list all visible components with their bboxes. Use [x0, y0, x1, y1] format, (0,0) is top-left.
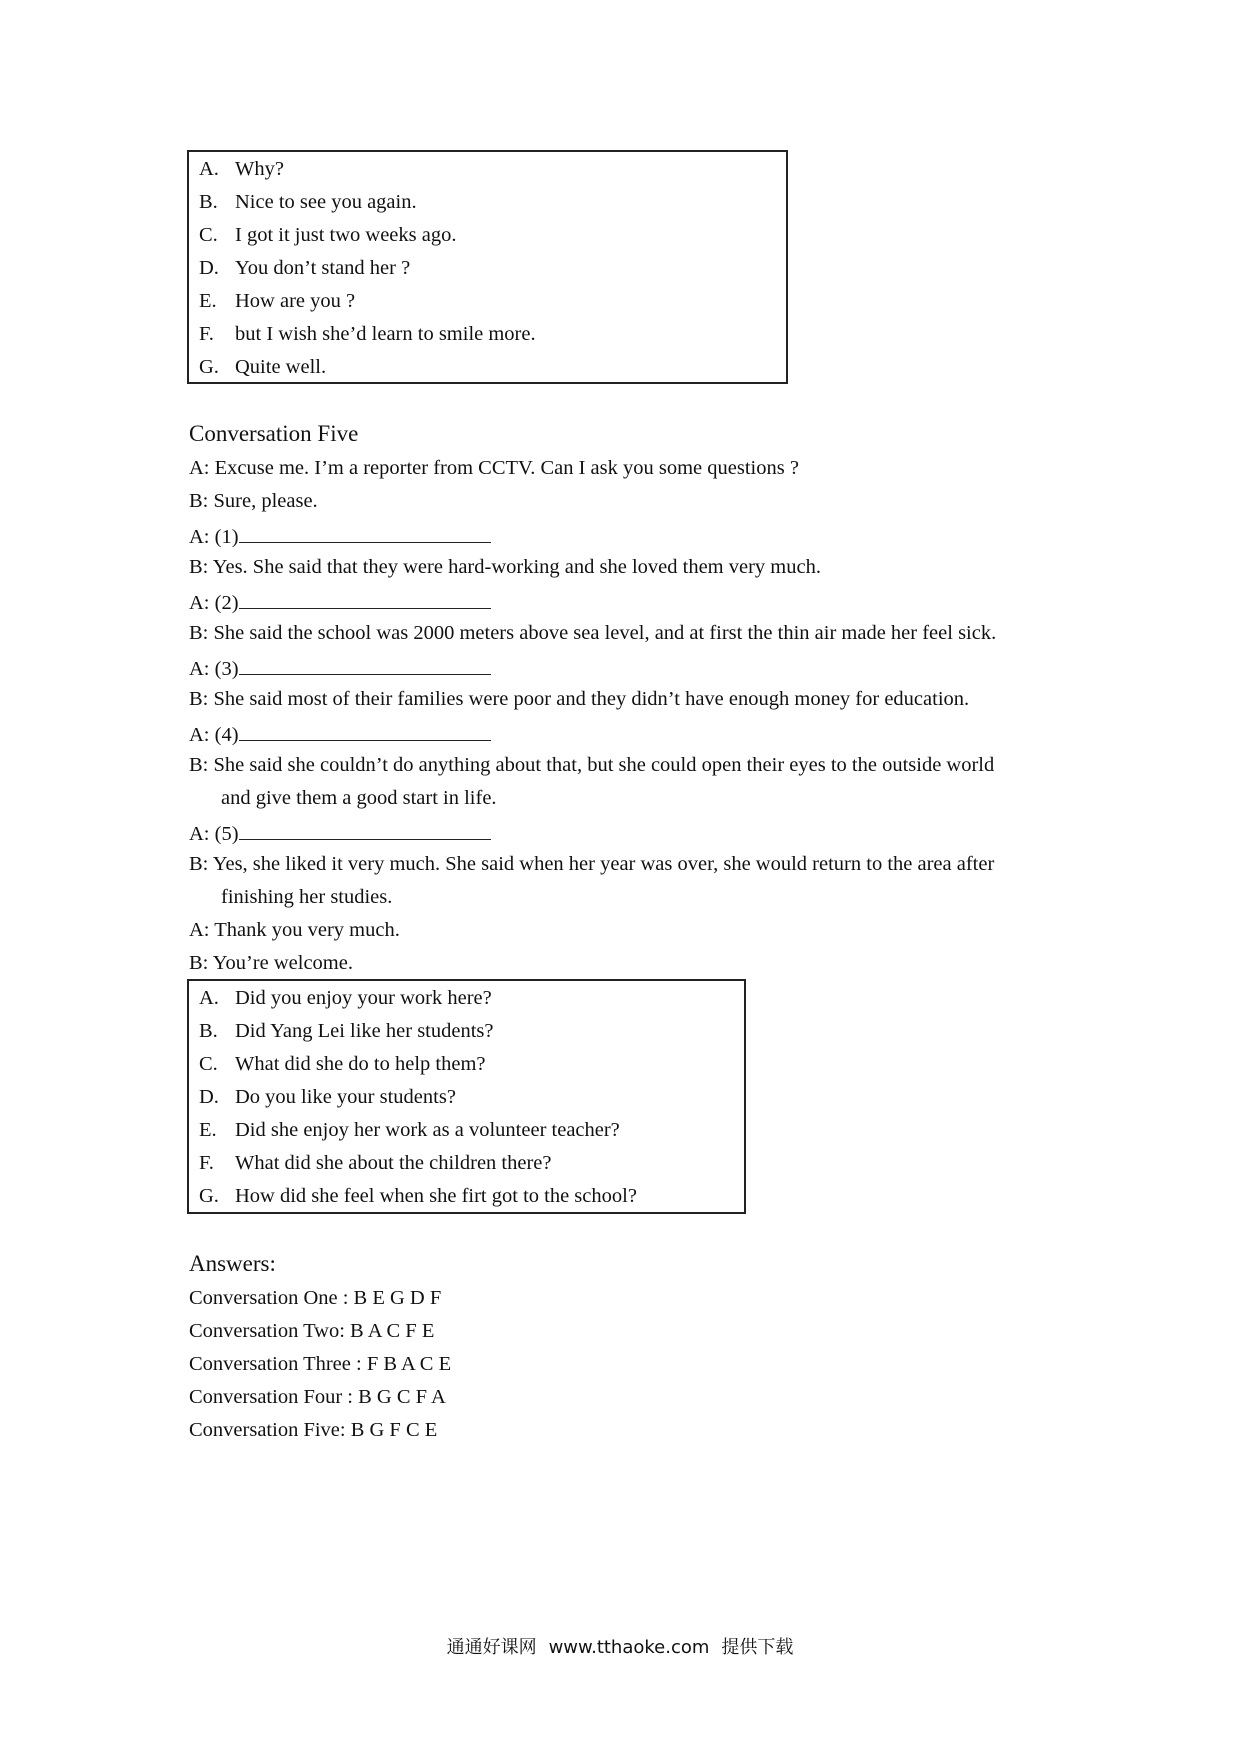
dialogue-line: B: She said most of their families were poor and they didn’t have enough money for education. [189, 688, 970, 710]
dialogue-line: B: Yes. She said that they were hard-working and she loved them very much. [189, 556, 821, 578]
dialogue-line: B: Sure, please. [189, 490, 318, 512]
dialogue-blank-line [189, 654, 491, 681]
option-f [199, 322, 536, 346]
option-g [199, 1184, 637, 1208]
conversation-five-title: Conversation Five [189, 421, 359, 446]
option-text: Nice to see you again. [235, 191, 417, 213]
dialogue-line: A: Excuse me. I’m a reporter from CCTV. Can I ask you some questions ? [189, 457, 799, 479]
dialogue-line-continuation: finishing her studies. [221, 886, 393, 908]
option-e [199, 1118, 620, 1142]
answer-line: Conversation Five: B G F C E [189, 1419, 438, 1441]
option-text: but I wish she’d learn to smile more. [235, 323, 536, 345]
option-letter: A. [199, 987, 219, 1009]
option-letter: F. [199, 323, 214, 345]
option-letter: B. [199, 191, 218, 213]
option-letter: C. [199, 1053, 218, 1075]
option-c [199, 1052, 486, 1076]
option-text: Did Yang Lei like her students? [235, 1020, 494, 1042]
option-letter: E. [199, 290, 217, 312]
answer-blank-5 [239, 819, 491, 840]
dialogue-blank-line [189, 588, 491, 615]
dialogue-blank-line [189, 720, 491, 747]
option-text: Did she enjoy her work as a volunteer teacher? [235, 1119, 620, 1141]
option-c [199, 223, 457, 247]
answer-blank-3 [239, 654, 491, 675]
answer-line: Conversation Two: B A C F E [189, 1320, 435, 1342]
dialogue-line: B: You’re welcome. [189, 952, 353, 974]
option-text: Do you like your students? [235, 1086, 456, 1108]
option-text: What did she do to help them? [235, 1053, 486, 1075]
blank-label: A: (2) [189, 592, 239, 614]
option-text: Why? [235, 158, 284, 180]
option-text: Quite well. [235, 356, 327, 378]
blank-label: A: (4) [189, 724, 239, 746]
option-letter: E. [199, 1119, 217, 1141]
blank-label: A: (3) [189, 658, 239, 680]
option-e [199, 289, 355, 313]
answer-blank-2 [239, 588, 491, 609]
dialogue-line: B: She said the school was 2000 meters above sea level, and at first the thin air made her feel sick. [189, 622, 997, 644]
answer-line: Conversation Three : F B A C E [189, 1353, 452, 1375]
option-d [199, 1085, 456, 1109]
option-text: Did you enjoy your work here? [235, 987, 492, 1009]
option-b [199, 190, 417, 214]
option-letter: F. [199, 1152, 214, 1174]
option-g [199, 355, 326, 379]
blank-label: A: (1) [189, 526, 239, 548]
answer-line: Conversation Four : B G C F A [189, 1386, 446, 1408]
answer-line: Conversation One : B E G D F [189, 1287, 442, 1309]
option-letter: C. [199, 224, 218, 246]
option-text: How did she feel when she firt got to the school? [235, 1185, 637, 1207]
footer-suffix: 提供下载 [721, 1637, 794, 1658]
dialogue-line: B: She said she couldn’t do anything about that, but she could open their eyes to the outside world [189, 754, 995, 776]
blank-label: A: (5) [189, 823, 239, 845]
option-text: You don’t stand her ? [235, 257, 411, 279]
footer-site-name: 通通好课网 [446, 1637, 537, 1658]
footer-url[interactable]: www.tthaoke.com [548, 1637, 710, 1658]
dialogue-blank-line [189, 819, 491, 846]
option-text: What did she about the children there? [235, 1152, 552, 1174]
dialogue-blank-line [189, 522, 491, 549]
answers-title: Answers: [189, 1251, 276, 1276]
option-a [199, 157, 284, 181]
dialogue-line-continuation: and give them a good start in life. [221, 787, 497, 809]
option-a [199, 986, 492, 1010]
option-letter: G. [199, 356, 219, 378]
option-letter: G. [199, 1185, 219, 1207]
page-footer [0, 1637, 1240, 1659]
option-text: I got it just two weeks ago. [235, 224, 457, 246]
option-d [199, 256, 410, 280]
options-box-1 [187, 150, 788, 384]
option-b [199, 1019, 494, 1043]
dialogue-line: B: Yes, she liked it very much. She said when her year was over, she would return to the area after [189, 853, 995, 875]
dialogue-line: A: Thank you very much. [189, 919, 400, 941]
option-letter: D. [199, 257, 219, 279]
option-letter: A. [199, 158, 219, 180]
options-box-2 [187, 979, 746, 1214]
option-f [199, 1151, 552, 1175]
answer-blank-1 [239, 522, 491, 543]
option-letter: D. [199, 1086, 219, 1108]
answer-blank-4 [239, 720, 491, 741]
option-text: How are you ? [235, 290, 356, 312]
option-letter: B. [199, 1020, 218, 1042]
